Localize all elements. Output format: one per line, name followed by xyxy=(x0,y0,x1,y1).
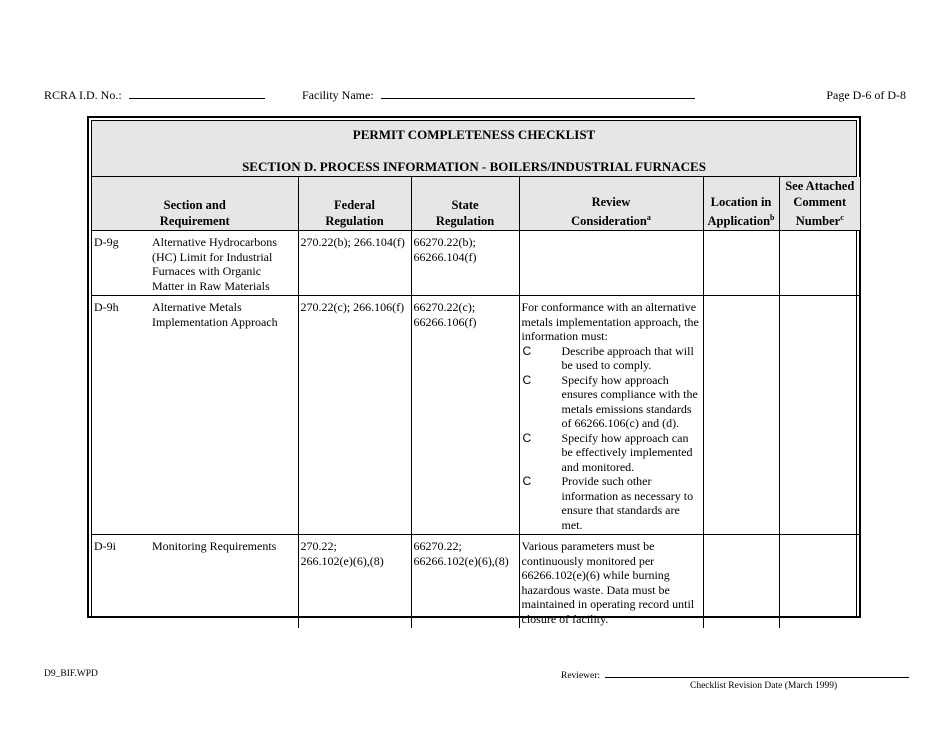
bullet-mark: C xyxy=(522,372,532,387)
col-header-review: Review Consideration$^a$ xyxy=(519,177,703,231)
reviewer-label: Reviewer: xyxy=(561,671,601,681)
col-header-state: State Regulation xyxy=(411,177,519,231)
file-name: D9_BIF.WPD xyxy=(44,669,98,679)
table-row xyxy=(92,296,860,535)
row-number: D-9h xyxy=(92,296,150,535)
row-number: D-9i xyxy=(94,539,116,553)
row-federal: 270.22(b); 266.104(f) xyxy=(298,231,411,296)
review-bullet: C Specify how approach ensures compliance with the metals emissions standards of 66266.106(c) and (d). xyxy=(522,372,698,430)
review-bullet-list xyxy=(522,344,701,533)
row-federal: 270.22(c); 266.106(f) xyxy=(298,296,411,535)
rcra-id-label: RCRA I.D. No.: xyxy=(44,88,122,102)
review-bullet: C Provide such other information as necessary to ensure that standards are met. xyxy=(522,474,694,532)
row-number: D-9g xyxy=(92,231,150,296)
row-location-cell[interactable] xyxy=(703,296,779,535)
row-review: Various parameters must be continuously monitored per 66266.102(e)(6) while burning hazardous waste. Data must be maintained in operating record until closure of facility. xyxy=(519,535,703,629)
row-review xyxy=(519,296,703,535)
checklist-table xyxy=(87,116,861,626)
rcra-id-field xyxy=(44,88,265,102)
row-state: 66270.22; 66266.102(e)(6),(8) xyxy=(411,535,519,629)
row-comment-cell[interactable] xyxy=(779,231,860,296)
row-requirement: Alternative Hydrocarbons (HC) Limit for Industrial Furnaces with Organic Matter in Raw Materials xyxy=(150,231,298,296)
reviewer-blank xyxy=(605,669,909,678)
row-location-cell[interactable] xyxy=(703,535,779,629)
reviewer-field xyxy=(561,669,909,681)
row-requirement: Alternative Metals Implementation Approach xyxy=(150,296,298,535)
row-state: 66270.22(b); 66266.104(f) xyxy=(411,231,519,296)
row-review xyxy=(519,231,703,296)
row-location-cell[interactable] xyxy=(703,231,779,296)
checklist-grid xyxy=(92,177,860,628)
bullet-mark: C xyxy=(522,474,532,488)
facility-name-blank xyxy=(381,88,695,99)
bullet-mark: C xyxy=(522,343,532,358)
section-title: SECTION D. PROCESS INFORMATION - BOILERS/INDUSTRIAL FURNACES xyxy=(242,159,706,174)
table-title-band xyxy=(92,121,856,177)
table-row xyxy=(92,535,860,629)
facility-name-field xyxy=(302,88,695,102)
col-header-comment: See Attached Comment Number$^c$ xyxy=(779,177,860,231)
row-comment-cell[interactable] xyxy=(779,535,860,629)
col-header-location: Location in Application$^b$ xyxy=(703,177,779,231)
table-title: PERMIT COMPLETENESS CHECKLIST xyxy=(352,127,596,142)
revision-date: Checklist Revision Date (March 1999) xyxy=(690,681,838,691)
col-header-section: Section and Requirement xyxy=(92,177,298,231)
row-state: 66270.22(c); 66266.106(f) xyxy=(411,296,519,535)
table-row xyxy=(92,231,860,296)
row-requirement: Monitoring Requirements xyxy=(150,535,298,629)
review-intro: For conformance with an alternative metals implementation approach, the information must: xyxy=(521,300,699,343)
facility-name-label: Facility Name: xyxy=(302,88,374,102)
review-bullet: C Specify how approach can be effectively implemented and monitored. xyxy=(522,430,693,474)
row-federal: 270.22; 266.102(e)(6),(8) xyxy=(298,535,411,629)
page-number: Page D-6 of D-8 xyxy=(826,88,906,102)
col-header-federal: Federal Regulation xyxy=(298,177,411,231)
bullet-mark: C xyxy=(522,430,532,445)
row-comment-cell[interactable] xyxy=(779,296,860,535)
review-bullet: C Describe approach that will be used to comply. xyxy=(522,343,694,372)
rcra-id-blank xyxy=(129,88,265,99)
